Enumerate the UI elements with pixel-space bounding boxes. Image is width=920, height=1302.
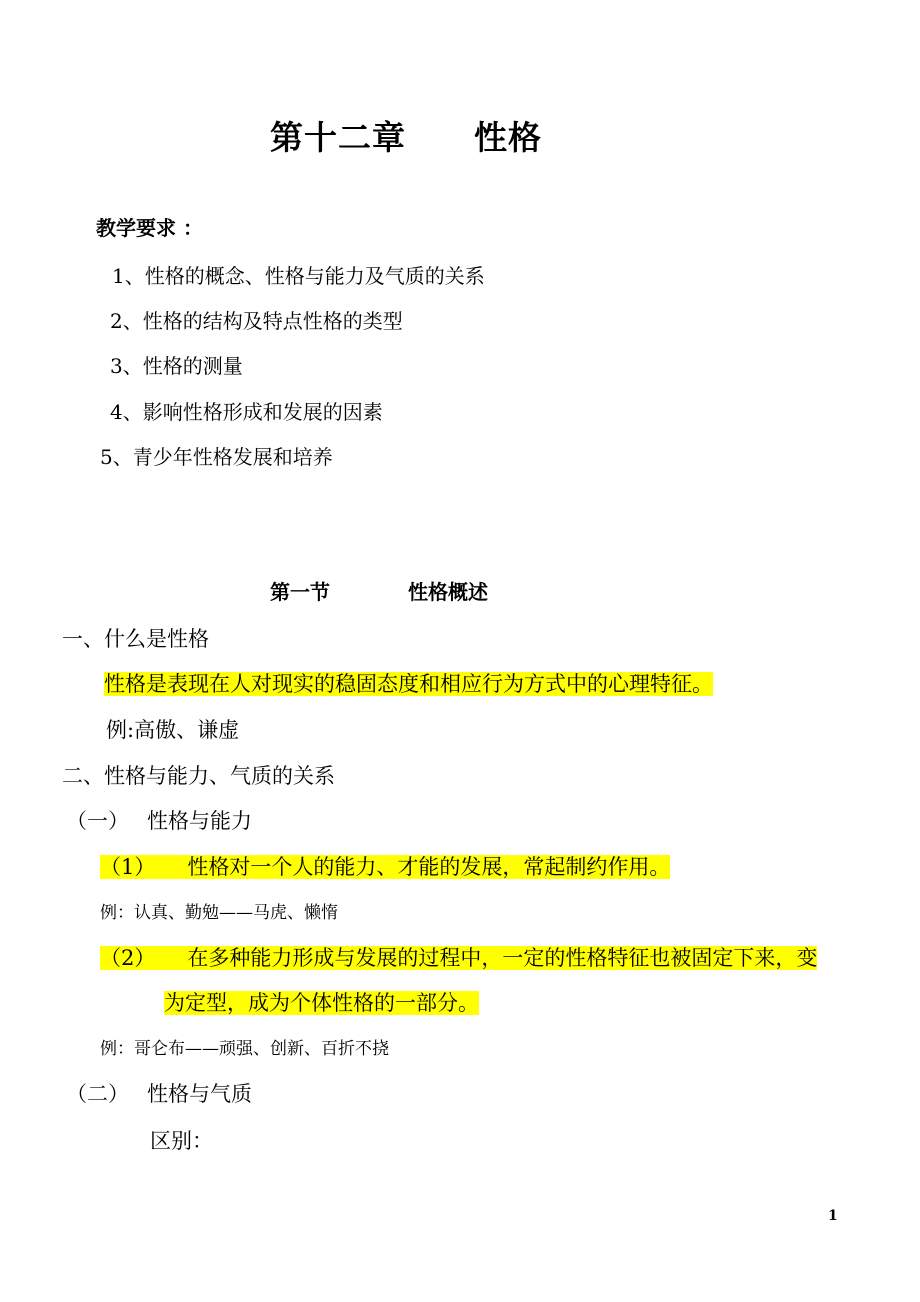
requirement-item-1: 1、性格的概念、性格与能力及气质的关系 <box>112 264 485 288</box>
point1-text: 性格对一个人的能力、才能的发展，常起制约作用。 <box>187 855 671 879</box>
chapter-number: 第十二章 <box>270 118 406 157</box>
requirement-item-4: 4、影响性格形成和发展的因素 <box>110 400 383 424</box>
point2-text-line1: 在多种能力形成与发展的过程中，一定的性格特征也被固定下来，变 <box>187 946 818 970</box>
requirement-item-2: 2、性格的结构及特点性格的类型 <box>110 309 403 333</box>
example1: 例：认真、勤勉——马虎、懒惰 <box>100 903 338 923</box>
sub2-label: （二） <box>66 1082 129 1106</box>
point1-highlight <box>100 855 670 879</box>
point1-label: （1） <box>100 855 156 879</box>
point2-line1 <box>100 942 817 972</box>
chapter-heading <box>270 112 542 159</box>
definition-highlight <box>104 668 713 698</box>
sub1-title: 性格与能力 <box>147 809 252 833</box>
teaching-requirements-heading: 教学要求 ： <box>96 216 203 240</box>
point2-label: （2） <box>100 946 156 970</box>
sub1-heading <box>66 805 252 835</box>
sub2-heading <box>66 1078 252 1108</box>
page-number: 1 <box>828 1208 838 1224</box>
definition-text: 性格是表现在人对现实的稳固态度和相应行为方式中的心理特征。 <box>104 672 713 696</box>
requirement-item-5: 5、青少年性格发展和培养 <box>100 445 333 469</box>
difference-label: 区别： <box>150 1129 213 1153</box>
chapter-title: 性格 <box>474 118 542 157</box>
requirement-item-3: 3、性格的测量 <box>110 354 243 378</box>
part1-heading: 一、什么是性格 <box>62 627 209 651</box>
sub2-title: 性格与气质 <box>147 1082 252 1106</box>
point2-line2 <box>164 987 479 1017</box>
example2: 例：哥仑布——顽强、创新、百折不挠 <box>100 1039 389 1059</box>
sub1-label: （一） <box>66 809 129 833</box>
section-title: 性格概述 <box>408 580 488 604</box>
part1-example: 例:高傲、谦虚 <box>106 718 240 742</box>
point1 <box>100 851 670 881</box>
point2-text-line2: 为定型，成为个体性格的一部分。 <box>164 991 479 1015</box>
part2-heading: 二、性格与能力、气质的关系 <box>62 764 335 788</box>
section-heading <box>270 576 488 605</box>
section-number: 第一节 <box>270 580 330 604</box>
point2-highlight-line1 <box>100 946 817 970</box>
